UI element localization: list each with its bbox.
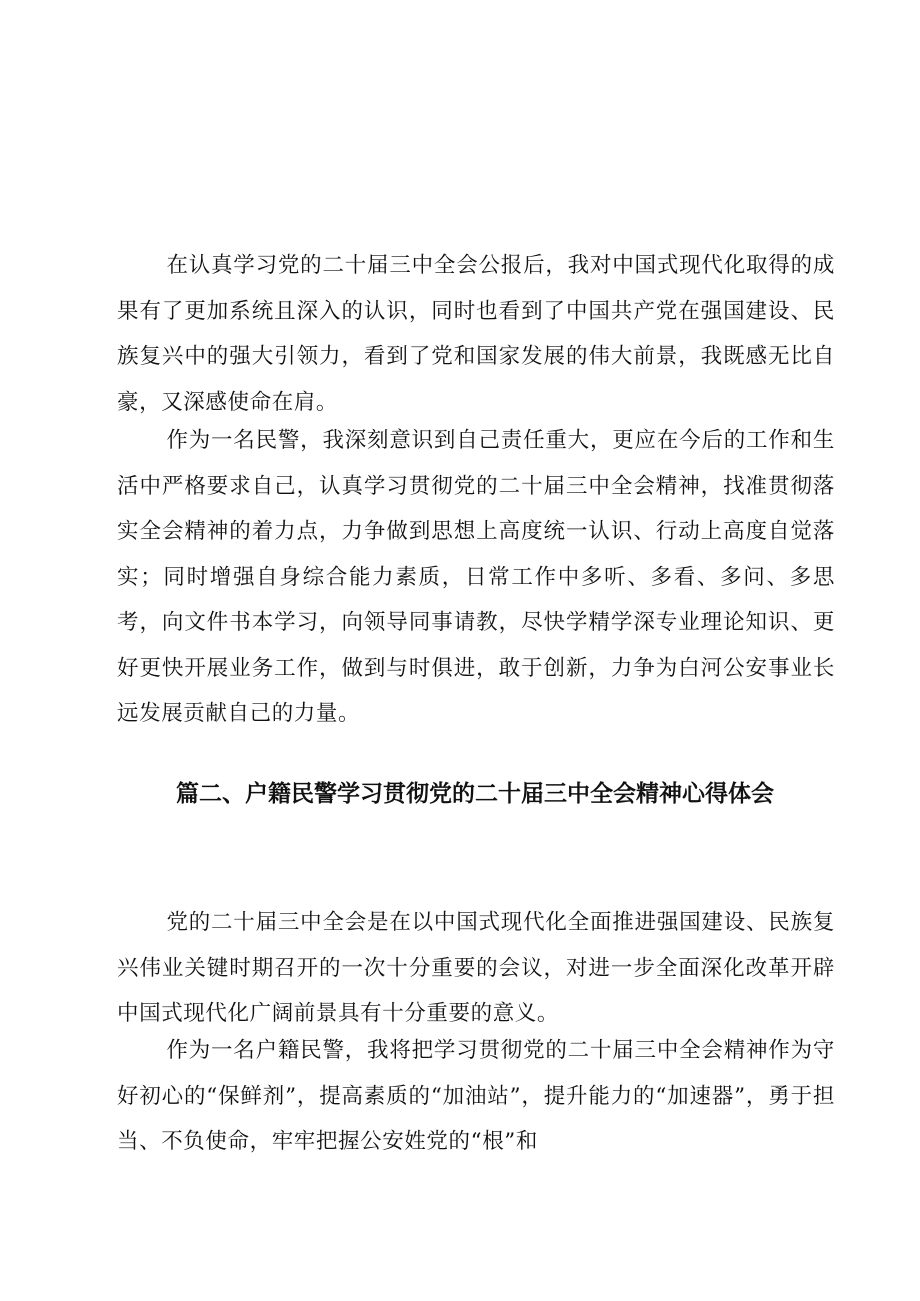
body-paragraph: 党的二十届三中全会是在以中国式现代化全面推进强国建设、民族复兴伟业关键时期召开的一次十分重要的会议，对进一步全面深化改革开辟中国式现代化广阔前景具有十分重要的意义。 bbox=[117, 910, 835, 1026]
section-heading: 篇二、户籍民警学习贯彻党的二十届三中全会精神心得体会 bbox=[176, 781, 774, 807]
body-paragraph: 作为一名户籍民警，我将把学习贯彻党的二十届三中全会精神作为守好初心的“保鲜剂”，提高素质的“加油站”，提升能力的“加速器”，勇于担当、不负使命，牢牢把握公安姓党的“根”和 bbox=[117, 1038, 835, 1154]
body-paragraph: 作为一名民警，我深刻意识到自己责任重大，更应在今后的工作和生活中严格要求自己，认真学习贯彻党的二十届三中全会精神，找准贯彻落实全会精神的着力点，力争做到思想上高度统一认识、行动上高度自觉落实；同时增强自身综合能力素质，日常工作中多听、多看、多问、多思考，向文件书本学习，向领导同事请教，尽快学精学深专业理论知识、更好更快开展业务工作，做到与时俱进，敢于创新，力争为白河公安事业长远发展贡献自己的力量。 bbox=[117, 428, 835, 726]
body-paragraph: 在认真学习党的二十届三中全会公报后，我对中国式现代化取得的成果有了更加系统且深入的认识，同时也看到了中国共产党在强国建设、民族复兴中的强大引领力，看到了党和国家发展的伟大前景，我既感无比自豪，又深感使命在肩。 bbox=[117, 253, 835, 415]
